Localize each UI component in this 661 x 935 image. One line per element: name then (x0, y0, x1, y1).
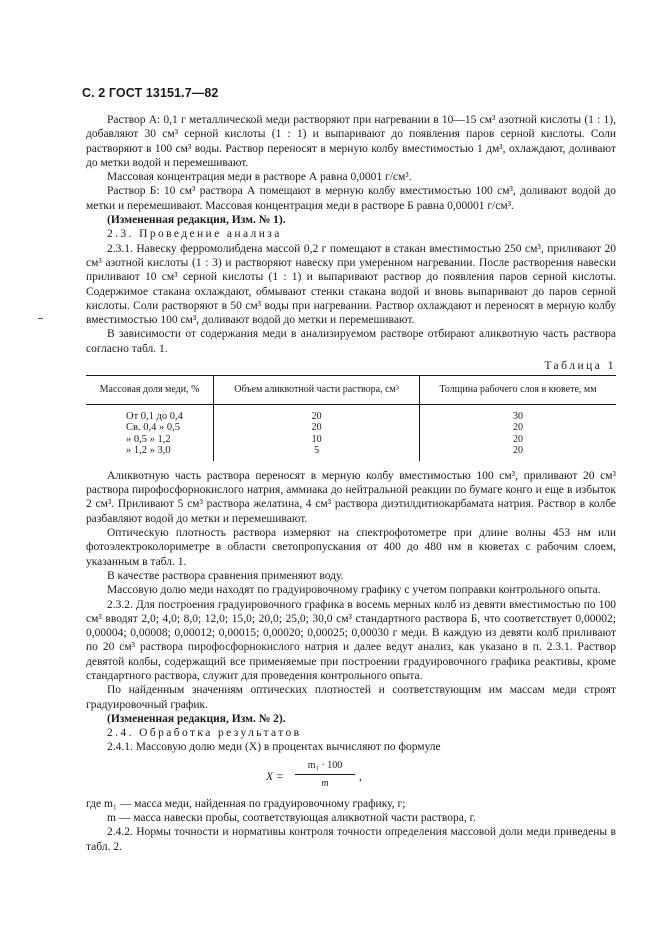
table-cell: 20 (214, 422, 420, 434)
section-2-3-heading: 2.3. Проведение анализа (107, 228, 282, 241)
para-concentration-a: Массовая концентрация меди в растворе А равна 0,0001 г/см³. (107, 171, 412, 184)
table-header-cell: Толщина рабочего слоя в кювете, мм (420, 376, 616, 405)
fraction-bar (295, 774, 355, 775)
table-cell: » 1,2 » 3,0 (126, 445, 171, 457)
table-cell: 5 (214, 445, 420, 461)
table-header-row (86, 376, 616, 405)
table-row (86, 445, 616, 461)
formula (86, 759, 616, 795)
para-found-values: По найденным значениям оптических плотностей и соответствующим им массам меди строят градуировочный график. (86, 684, 616, 711)
table-1-title: Таблица 1 (544, 360, 616, 373)
para-reference-solution: В качестве раствора сравнения применяют воду. (107, 569, 344, 582)
para-dependence: В зависимости от содержания меди в анализируемом растворе отбирают аликвотную часть раствора согласно табл. 1. (86, 328, 616, 355)
para-optical-density: Оптическую плотность раствора измеряют на спектрофотометре при длине волны 453 нм или фотоэлектроколориметре в области светопропускания от 400 до 480 нм в кюветах с рабочим слоем, указанным в табл. 1. (86, 527, 616, 568)
formula-denominator: m (321, 777, 329, 789)
edit-note-1: (Измененная редакция, Изм. № 1). (107, 214, 286, 227)
table-cell: Св. 0,4 » 0,5 (126, 422, 180, 434)
section-2-4-heading: 2.4. Обработка результатов (107, 727, 302, 740)
table-cell: 30 (420, 404, 616, 422)
table-header-cell: Объем аликвотной части раствора, см³ (214, 376, 420, 405)
table-cell: От 0,1 до 0,4 (126, 410, 183, 422)
table-cell: 20 (214, 404, 420, 422)
formula-tail: , (359, 770, 362, 783)
para-solution-a: Раствор А: 0,1 г металлической меди растворяют при нагревании в 10—15 см³ азотной кислоты (1 : 1), добавляют 30 см³ серной кислоты (1 : 1) и выпаривают до появления паров серной кислоты. Соли растворяют в 100 см³ воды. Раствор переносят в мерную колбу вместимостью 1 дм³, охлаждают, доливают до метки водой и перемешивают. (86, 114, 616, 169)
formula-lhs: X = (266, 770, 284, 783)
edit-note-2: (Измененная редакция, Изм. № 2). (107, 712, 286, 725)
where-m1: где m₁ — масса меди, найденная по градуировочному графику, г; (86, 797, 406, 810)
table-row (86, 434, 616, 446)
margin-mark (38, 318, 43, 319)
document-body (86, 113, 616, 854)
para-2-4-2: 2.4.2. Нормы точности и нормативы контроля точности определения массовой доли меди приведены в табл. 2. (86, 826, 616, 853)
table-cell: 20 (420, 422, 616, 434)
table-cell: » 0,5 » 1,2 (126, 433, 171, 445)
where-m: m — масса навески пробы, соответствующая аликвотной части раствора, г. (107, 812, 476, 825)
table-header-cell: Массовая доля меди, % (86, 376, 214, 405)
page-header: С. 2 ГОСТ 13151.7—82 (82, 86, 219, 100)
table-cell: 10 (214, 434, 420, 446)
table-1 (86, 375, 616, 461)
para-mass-fraction: Массовую долю меди находят по градуировочному графику с учетом поправки контрольного опыта. (107, 584, 601, 597)
formula-numerator: m₁ · 100 (307, 759, 343, 771)
para-2-4-1: 2.4.1. Массовую долю меди (X) в процентах вычисляют по формуле (107, 741, 441, 754)
table-row (86, 404, 616, 422)
para-aliquot: Аликвотную часть раствора переносят в мерную колбу вместимостью 100 см³, приливают 20 см³ раствора пирофосфорнокислого натрия, аммиака до нейтральной реакции по бумаге конго и еще в избыток 2 см³. Приливают 5 см³ раствора желатина, 4 см³ раствора диэтилдитиокарбамата натрия. Раствор в колбе разбавляют водой до метки и перемешивают. (86, 469, 616, 525)
para-2-3-1: 2.3.1. Навеску ферромолибдена массой 0,2 г помещают в стакан вместимостью 250 см³, приливают 20 см³ азотной кислоты (1 : 3) и растворяют навеску при умеренном нагревании. После растворения навески приливают 10 см³ серной кислоты (1 : 1) и выпаривают раствор до появления паров серной кислоты. Содержимое стакана охлаждают, обмывают стенки стакана водой и вновь выпаривают до паров серной кислоты. Соли растворяют в 50 см³ воды при нагревании. Раствор охлаждают и переносят в мерную колбу вместимостью 100 см³, доливают водой до метки и перемешивают. (86, 242, 616, 327)
table-cell: 20 (420, 445, 616, 461)
para-2-3-2: 2.3.2. Для построения градуировочного графика в восемь мерных колб из девяти вместимостью по 100 см³ вводят 2,0; 4,0; 8,0; 12,0; 15,0; 20,0; 25,0; 30,0 см³ стандартного раствора Б, что соответствует 0,00002; 0,00004; 0,00008; 0,00012; 0,00015; 0,00020; 0,00025; 0,00030 г меди. В каждую из девяти колб приливают по 20 см³ раствора пирофосфорнокислого натрия и далее ведут анализ, как указано в п. 2.3.1. Раствор девятой колбы, содержащий все применяемые при построении градуировочного графика реактивы, кроме стандартного раствора, служит для проведения контрольного опыта. (86, 598, 616, 682)
table-row (86, 422, 616, 434)
para-solution-b: Раствор Б: 10 см³ раствора А помещают в мерную колбу вместимостью 100 см³, доливают водой до метки и перемешивают. Массовая концентрация меди в растворе Б равна 0,00001 г/см³. (86, 185, 616, 212)
table-cell: 20 (420, 434, 616, 446)
